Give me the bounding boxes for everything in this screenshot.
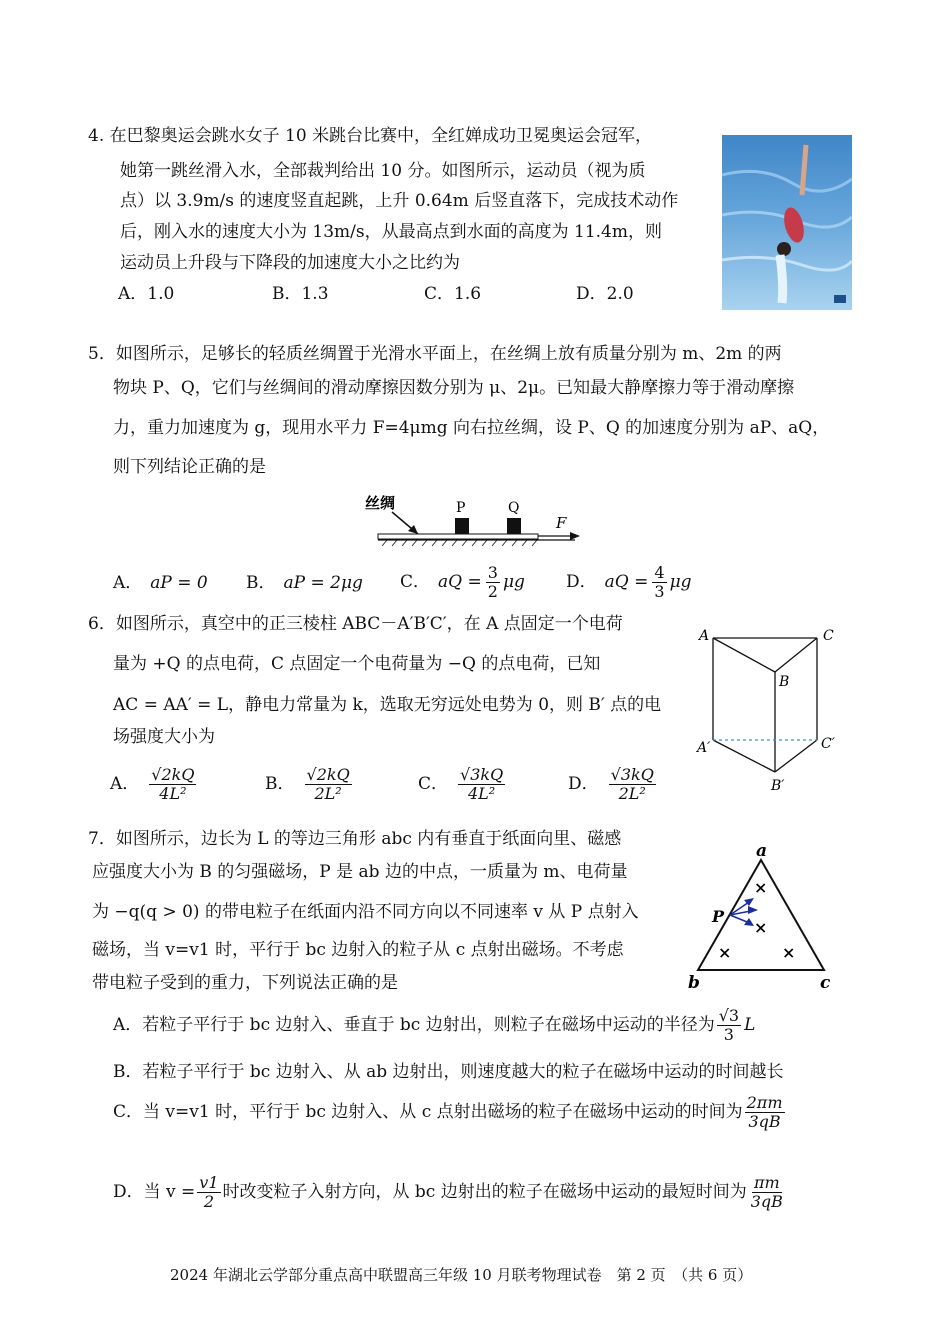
point-p-label: P — [712, 907, 725, 926]
q5-option-c-fraction — [486, 564, 500, 600]
q7-option-d-v-den: 2 — [203, 1191, 214, 1211]
q5-option-c-label: C． — [400, 571, 431, 592]
q7-option-c-text: C．当 v=v1 时，平行于 bc 边射入、从 c 点射出磁场的粒子在磁场中运动的时间为 — [113, 1101, 743, 1122]
q6-option-a-fraction — [149, 766, 196, 802]
q5-option-a-expr: aP = 0 — [150, 573, 208, 593]
q5-option-c-left: aQ = — [438, 571, 482, 592]
q7-option-d-den: 3qB — [750, 1191, 783, 1211]
q7-option-b: B．若粒子平行于 bc 边射入、从 ab 边射出，则速度越大的粒子在磁场中运动的时间越长 — [113, 1062, 784, 1082]
q6-option-c-label: C． — [418, 773, 449, 794]
q7-option-d-v-num: v1 — [199, 1173, 219, 1192]
q7-line-4: 磁场，当 v=v1 时，平行于 bc 边射入的粒子从 c 点射出磁场。不考虑 — [92, 940, 624, 960]
q5-option-b-label: B． — [246, 573, 276, 593]
q7-line-2: 应强度大小为 B 的匀强磁场，P 是 ab 边的中点，一质量为 m、电荷量 — [92, 862, 628, 882]
q7-option-a-text: A．若粒子平行于 bc 边射入、垂直于 bc 边射出，则粒子在磁场中运动的半径为 — [113, 1014, 715, 1035]
q4-line-1: 4. 在巴黎奥运会跳水女子 10 米跳台比赛中，全红婵成功卫冕奥运会冠军， — [88, 126, 653, 146]
q7-option-d-fraction — [749, 1174, 785, 1210]
q4-line-4: 后，刚入水的速度大小为 13m/s，从最高点到水面的高度为 11.4m，则 — [120, 222, 662, 242]
q7-option-d-text: 时改变粒子入射方向，从 bc 边射出的粒子在磁场中运动的最短时间为 — [222, 1181, 747, 1202]
vertex-b-prime: B′ — [771, 778, 785, 794]
q6-option-a — [110, 766, 196, 802]
silk-diagram — [360, 490, 590, 560]
q4-option-d: D．2.0 — [576, 284, 634, 304]
q6-line-1: 6．如图所示，真空中的正三棱柱 ABC－A′B′C′，在 A 点固定一个电荷 — [88, 614, 623, 634]
q5-option-d-label: D． — [566, 571, 597, 592]
block-p-label: P — [456, 500, 466, 516]
q7-option-c-num: 2πm — [746, 1093, 783, 1112]
q5-line-1: 5．如图所示，足够长的轻质丝绸置于光滑水平面上，在丝绸上放有质量分别为 m、2m 的两 — [88, 344, 782, 364]
q5-option-d-fraction — [652, 564, 666, 600]
field-cross: × — [718, 943, 732, 962]
q6-option-d-num: √3kQ — [610, 765, 654, 784]
q6-line-3: AC = AA′ = L，静电力常量为 k，选取无穷远处电势为 0，则 B′ 点的电 — [113, 695, 662, 715]
q7-line-3: 为 −q(q > 0) 的带电粒子在纸面内沿不同方向以不同速率 v 从 P 点射入 — [92, 902, 639, 922]
vertex-a: A — [699, 628, 710, 644]
vertex-c: C — [823, 628, 834, 644]
block-q-label: Q — [508, 500, 520, 516]
q5-option-d-left: aQ = — [604, 571, 649, 592]
vertex-c-prime: C′ — [821, 736, 835, 752]
q6-option-a-num: √2kQ — [151, 765, 195, 784]
q6-option-b-label: B． — [265, 773, 295, 794]
diver-photo — [722, 135, 852, 310]
q7-option-a-num: √3 — [718, 1006, 740, 1025]
field-cross: × — [782, 943, 796, 962]
q5-line-4: 则下列结论正确的是 — [113, 457, 266, 477]
q7-option-c-fraction — [745, 1094, 785, 1130]
q6-option-c — [418, 766, 505, 802]
triangle-diagram — [686, 840, 836, 990]
q6-option-c-den: 4L² — [468, 783, 496, 803]
field-cross: × — [754, 878, 768, 897]
q6-line-2: 量为 +Q 的点电荷，C 点固定一个电荷量为 −Q 的点电荷，已知 — [113, 654, 601, 674]
q7-option-c — [113, 1094, 785, 1130]
q5-option-b — [246, 575, 363, 592]
q7-option-a-tail: L — [744, 1014, 756, 1035]
q5-option-b-expr: aP = 2μg — [283, 573, 363, 593]
q4-line-5: 运动员上升段与下降段的加速度大小之比约为 — [120, 253, 460, 273]
q5-option-c-den: 2 — [487, 581, 498, 601]
q5-line-3: 力，重力加速度为 g，现用水平力 F=4μmg 向右拉丝绸，设 P、Q 的加速度分别为 aP、aQ， — [113, 418, 830, 438]
q7-option-d-num: πm — [753, 1173, 780, 1192]
q6-option-b-den: 2L² — [314, 783, 342, 803]
q5-option-d-right: μg — [669, 571, 692, 592]
q5-option-a-label: A． — [113, 573, 143, 593]
q6-option-a-den: 4L² — [159, 783, 187, 803]
silk-label: 丝绸 — [365, 494, 396, 512]
q6-option-d-den: 2L² — [618, 783, 646, 803]
q7-option-a — [113, 1007, 755, 1043]
q7-option-c-den: 3qB — [748, 1111, 781, 1131]
q5-option-d-num: 4 — [654, 563, 665, 582]
q7-line-1: 7．如图所示，边长为 L 的等边三角形 abc 内有垂直于纸面向里、磁感 — [88, 829, 622, 849]
q5-line-2: 物块 P、Q，它们与丝绸间的滑动摩擦因数分别为 μ、2μ。已知最大静摩擦力等于滑动摩擦 — [113, 378, 795, 398]
q7-option-a-fraction — [717, 1007, 741, 1043]
q7-option-d-pre: D．当 v = — [113, 1181, 196, 1202]
q6-option-d-fraction — [609, 766, 656, 802]
vertex-b-label: b — [688, 973, 700, 990]
q7-option-a-den: 3 — [723, 1024, 734, 1044]
q7-option-d-v-fraction — [197, 1174, 220, 1210]
q5-option-c-right: μg — [502, 571, 525, 592]
q6-option-c-num: √3kQ — [460, 765, 504, 784]
q7-option-d — [113, 1174, 785, 1210]
q6-option-b-fraction — [305, 766, 352, 802]
q6-option-a-label: A． — [110, 773, 140, 794]
block-q — [507, 518, 521, 534]
block-p — [455, 518, 469, 534]
q7-line-5: 带电粒子受到的重力，下列说法正确的是 — [92, 973, 398, 993]
vertex-b: B — [779, 674, 790, 690]
q5-option-a — [113, 575, 208, 592]
q6-option-d-label: D． — [568, 773, 599, 794]
vertex-c-label: c — [820, 973, 831, 990]
q5-option-c — [400, 564, 525, 600]
q4-option-a: A．1.0 — [118, 284, 175, 304]
q5-option-d-den: 3 — [654, 581, 665, 601]
q6-option-c-fraction — [458, 766, 505, 802]
q5-option-d — [566, 564, 692, 600]
q4-line-2: 她第一跳丝滑入水，全部裁判给出 10 分。如图所示，运动员（视为质 — [120, 161, 646, 181]
q4-option-c: C．1.6 — [424, 284, 482, 304]
q4-option-b: B．1.3 — [272, 284, 329, 304]
q6-option-b-num: √2kQ — [306, 765, 350, 784]
field-cross: × — [754, 918, 768, 937]
force-label: F — [556, 514, 567, 532]
q6-option-d — [568, 766, 656, 802]
vertex-a-prime: A′ — [697, 740, 711, 756]
prism-diagram — [695, 620, 845, 795]
q5-option-c-num: 3 — [487, 563, 498, 582]
vertex-a-label: a — [756, 841, 768, 861]
q6-option-b — [265, 766, 352, 802]
q6-line-4: 场强度大小为 — [113, 727, 215, 747]
page-footer: 2024 年湖北云学部分重点高中联盟高三年级 10 月联考物理试卷 第 2 页 （共 6 页） — [170, 1266, 753, 1284]
q4-line-3: 点）以 3.9m/s 的速度竖直起跳，上升 0.64m 后竖直落下，完成技术动作 — [120, 191, 679, 211]
